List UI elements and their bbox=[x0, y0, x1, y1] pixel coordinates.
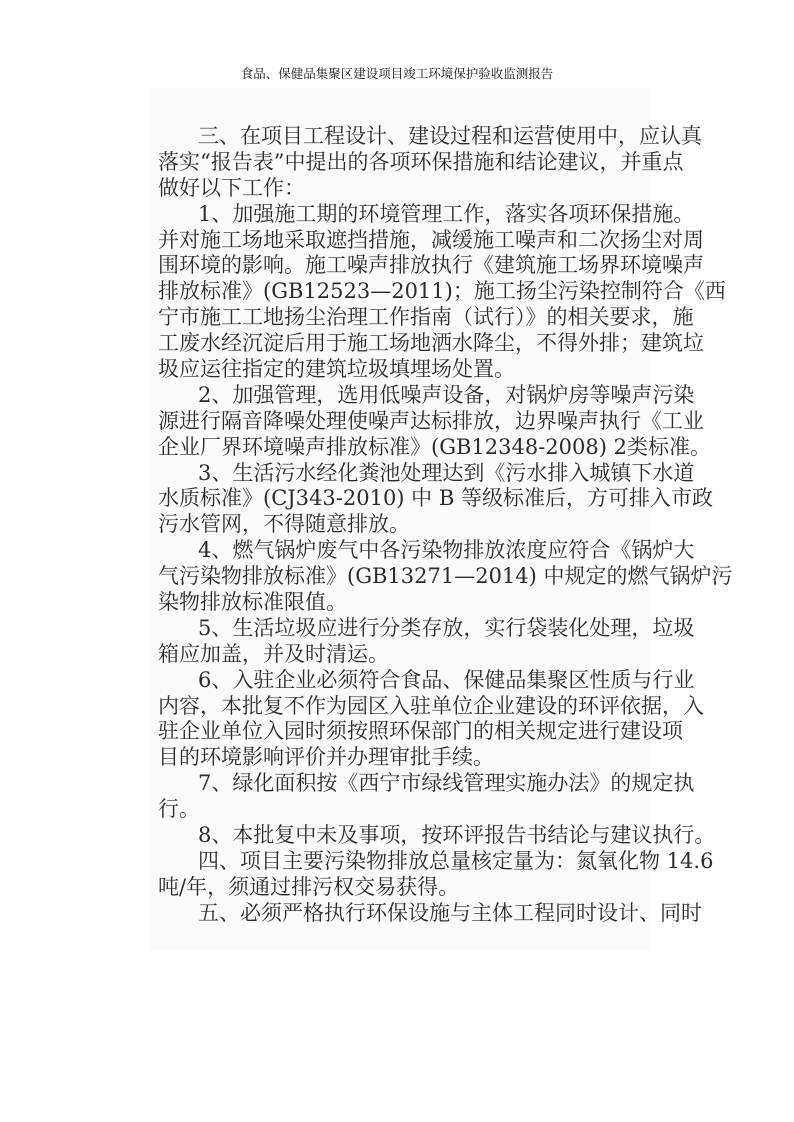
text-line: 围环境的影响。施工噪声排放执行《建筑施工场界环境噪声 bbox=[158, 253, 704, 278]
text-line: 宁市施工工地扬尘治理工作指南（试行）》的相关要求，施 bbox=[158, 305, 694, 330]
text-line: 排放标准》(GB12523—2011)；施工扬尘污染控制符合《西 bbox=[158, 279, 726, 304]
document-body bbox=[158, 124, 733, 927]
text-line: 落实“报告表”中提出的各项环保措施和结论建议，并重点 bbox=[158, 149, 684, 174]
text-line: 气污染物排放标准》(GB13271—2014) 中规定的燃气锅炉污 bbox=[158, 564, 733, 589]
text-line: 做好以下工作： bbox=[158, 175, 305, 200]
text-line: 2、加强管理，选用低噪声设备，对锅炉房等噪声污染 bbox=[198, 382, 695, 407]
text-line: 企业厂界环境噪声排放标准》(GB12348-2008) 2类标准。 bbox=[158, 434, 711, 459]
text-line: 8、本批复中未及事项，按环评报告书结论与建议执行。 bbox=[198, 823, 716, 848]
text-line: 五、必须严格执行环保设施与主体工程同时设计、同时 bbox=[198, 900, 702, 925]
text-line: 水质标准》(CJ343-2010) 中 B 等级标准后，方可排入市政 bbox=[158, 486, 713, 511]
text-line: 箱应加盖，并及时清运。 bbox=[158, 641, 389, 666]
text-line: 工废水经沉淀后用于施工场地洒水降尘，不得外排；建筑垃 bbox=[158, 331, 704, 356]
report-header: 食品、保健品集聚区建设项目竣工环境保护验收监测报告 bbox=[240, 66, 554, 81]
text-line: 污水管网，不得随意排放。 bbox=[158, 512, 410, 537]
text-line: 4、燃气锅炉废气中各污染物排放浓度应符合《锅炉大 bbox=[198, 538, 695, 563]
text-line: 7、绿化面积按《西宁市绿线管理实施办法》的规定执 bbox=[198, 771, 695, 796]
text-line: 四、项目主要污染物排放总量核定量为：氮氧化物 14.6 bbox=[198, 848, 714, 873]
text-line: 三、在项目工程设计、建设过程和运营使用中，应认真 bbox=[198, 124, 702, 148]
text-line: 圾应运往指定的建筑垃圾填埋场处置。 bbox=[158, 357, 515, 382]
text-line: 1、加强施工期的环境管理工作，落实各项环保措施。 bbox=[198, 201, 695, 226]
text-line: 源进行隔音降噪处理使噪声达标排放，边界噪声执行《工业 bbox=[158, 408, 704, 433]
text-line: 6、入驻企业必须符合食品、保健品集聚区性质与行业 bbox=[198, 667, 695, 692]
text-line: 驻企业单位入园时须按照环保部门的相关规定进行建设项 bbox=[158, 719, 683, 744]
text-line: 吨/年，须通过排污权交易获得。 bbox=[158, 874, 460, 899]
text-line: 5、生活垃圾应进行分类存放，实行袋装化处理，垃圾 bbox=[198, 615, 695, 640]
text-line: 并对施工场地采取遮挡措施，减缓施工噪声和二次扬尘对周 bbox=[158, 227, 704, 252]
text-line: 行。 bbox=[158, 797, 200, 822]
text-line: 3、生活污水经化粪池处理达到《污水排入城镇下水道 bbox=[198, 460, 695, 485]
text-line: 目的环境影响评价并办理审批手续。 bbox=[158, 745, 494, 770]
text-line: 染物排放标准限值。 bbox=[158, 590, 347, 615]
text-line: 内容，本批复不作为园区入驻单位企业建设的环评依据，入 bbox=[158, 693, 704, 718]
